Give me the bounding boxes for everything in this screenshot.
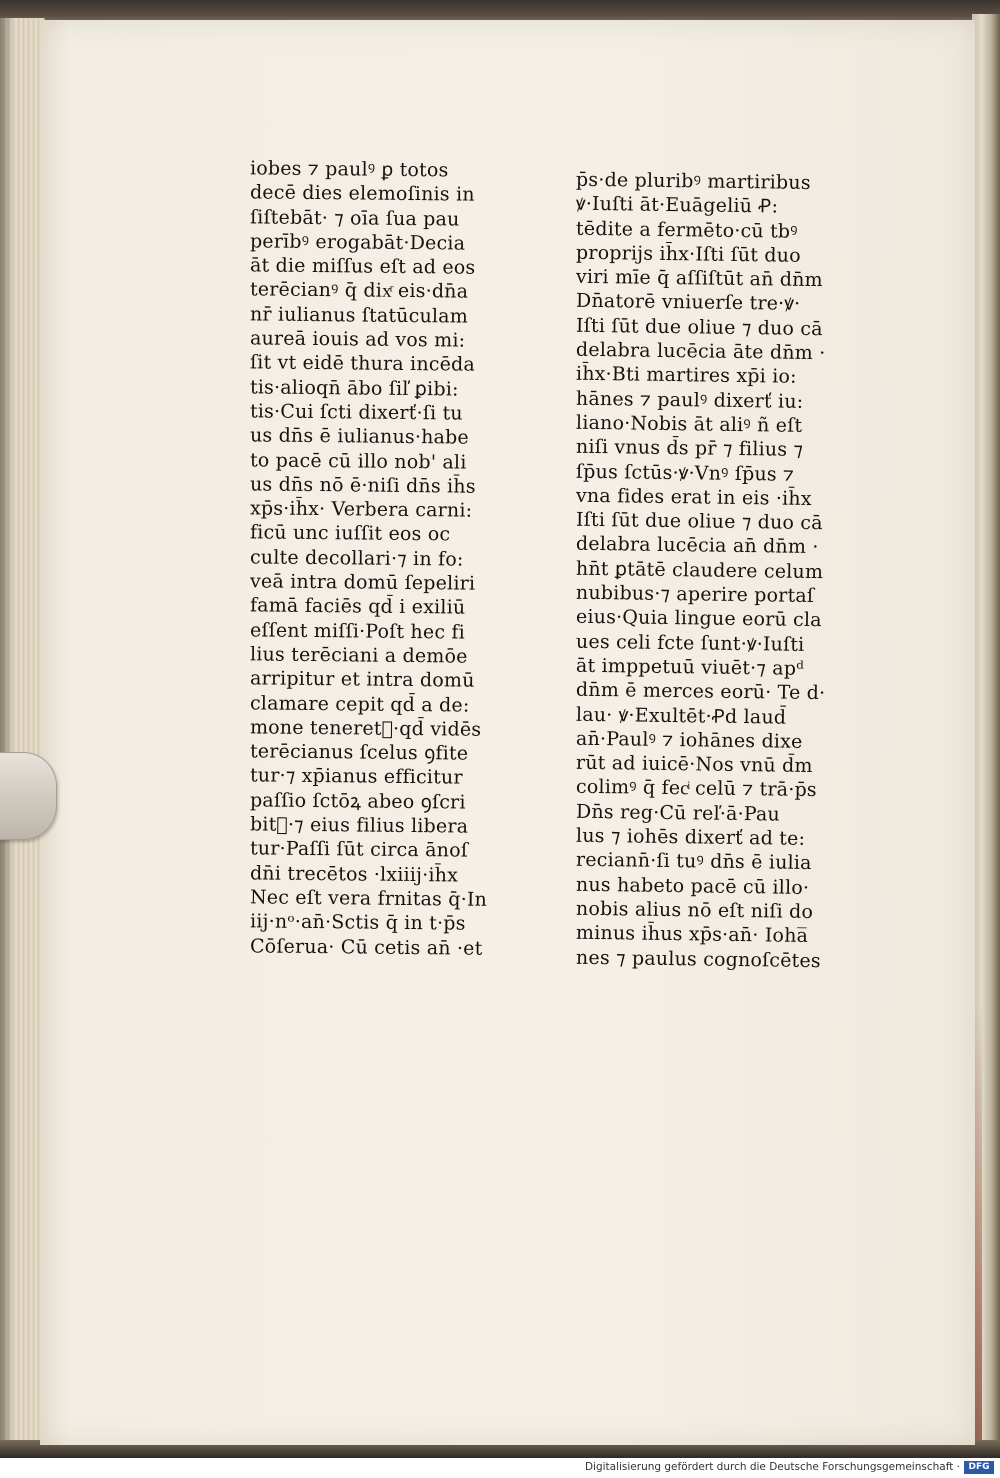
book-edge-stain [974,1000,982,1450]
text-column-right [576,170,906,972]
text-line: an̄·Paulꝰ ⁊ iohānes dixe [575,727,803,753]
text-line: rūt ad iuicē·Nos vnū d̄m [575,751,813,778]
text-line: ſp̄us ſctūs·ꝟ·Vnꝰ ſp̄us ⁊ [575,460,795,486]
text-line: ꝟ·Iuſti āt·Euāgeliū Ꝓ: [575,192,779,218]
text-line: tur·⁊ xp̄ianus efficitur [249,764,463,789]
text-column-left [250,158,570,960]
page-block-shadow [0,18,14,1448]
text-line: tur·Paſſi ſūt circa ānoſ [249,837,469,862]
text-line: eſſent miſſi·Poſt hec fi [249,618,466,644]
text-line: mone teneretᷣ·qd̄ vidēs [249,716,482,741]
text-line: us dn̄s nō ē·niſi dn̄s ih̄s [249,473,476,498]
text-line: ſit vt eidē thura incēda [249,351,476,377]
text-line: nubibus·⁊ aperire portaſ [575,581,815,608]
text-line: famā faciēs qd̄ i exiliū [249,594,466,619]
funding-credit: Digitalisierung gefördert durch die Deutsche Forschungsgemeinschaft · [584,1461,960,1473]
text-line: nobis alius nō eſt niſi do [575,897,814,923]
text-line: dn̄i trecētos ·lxiiij·ih̄x [249,861,459,887]
text-line: culte decollari·⁊ in fo: [249,546,464,571]
text-line: nes ⁊ paulus cognoſcētes [575,946,822,972]
text-line: proprijs ih̄x·Iſti ſūt duo [575,241,801,267]
text-line: iij·nᵒ·an̄·Sctis q̄ in t·p̄s [249,910,466,935]
text-line: hānes ⁊ paulꝰ dixerť iu: [575,387,804,413]
text-line: ficū unc iuſſit eos oc [249,521,451,546]
text-line: āt die miſſus eſt ad eos [249,254,476,279]
text-line: Iſti ſūt due oliue ⁊ duo cā [575,314,823,340]
text-line: paſſio ſctōꝝ abeo ꝯſcri [249,789,466,814]
text-line: iobes ⁊ paulꝰ ꝑ totos [249,157,449,182]
text-line: Iſti ſūt due oliue ⁊ duo cā [575,508,823,535]
text-line: lau· ꝟ·Exultēt·Ꝓd laud̄ [575,703,787,729]
text-line: colimꝰ q̄ fecͥ celū ⁊ trā·p̄s [575,776,817,802]
text-line: minus ih̄us xp̄s·an̄· Ioha̅ [575,921,809,948]
text-line: Dn̄s reg·Cū reľ·ā·Pau [575,800,781,826]
text-line: delabra lucēcia an̄ dn̄m · [575,533,819,559]
text-line: bitᷣ·⁊ eius filius libera [249,813,469,838]
text-line: Cōſerua· Cū cetis an̄ ·et [249,934,483,960]
text-line: dn̄m ē merces eorū· Te d· [575,678,826,705]
text-line: reciann̄·ſi tuꝰ dn̄s ē iulia [575,849,812,875]
text-line: arripitur et intra domū [249,667,475,692]
text-line: ues celi fcte ſunt·ꝟ·Iuſti [575,630,805,656]
text-line: delabra lucēcia āte dn̄m · [575,338,826,365]
text-line: nus habeto pacē cū illo· [575,873,810,899]
text-line: lus ⁊ iohēs dixerť ad te: [575,824,806,850]
dfg-logo: DFG [964,1461,994,1474]
text-line: tis·alioqn̄ ābo ſiľ ꝑibi: [249,375,459,401]
text-line: perībꝰ erogabāt·Decia [249,230,466,255]
text-line: liano·Nobis āt aliꝰ ñ eſt [575,411,803,437]
text-line: to pacē cū illo nob' ali [249,448,467,474]
text-line: xp̄s·ih̄x· Verbera carni: [249,497,473,522]
text-line: vna fides erat in eis ·ih̄x [575,484,812,510]
text-line: ih̄x·Bti martires xp̄i io: [575,363,797,389]
text-line: tis·Cui ſcti dixerť·ſi tu [249,400,463,425]
text-line: niſi vnus d̄s pr̄ ⁊ filius ⁊ [575,435,804,462]
text-line: veā intra domū ſepeliri [249,570,476,595]
text-line: eius·Quia lingue eorū cla [575,606,822,632]
text-line: Nec eſt vera frnitas q̄·In [249,886,488,911]
book-clasp [0,752,57,840]
text-line: clamare cepit qd̄ a de: [249,691,470,717]
text-line: terēcianus ſcelus ꝯfite [249,740,469,765]
text-line: viri mīe q̄ aſſiſtūt an̄ dn̄m [575,265,824,292]
text-line: aureā iouis ad vos mi: [249,327,466,352]
text-line: hn̄t ꝑtātē claudere celum [575,557,824,583]
text-line: Dn̄atorē vniuerſe tre·ꝟ· [575,290,801,316]
text-line: lius terēciani a demōe [249,643,468,668]
text-line: nr̄ iulianus ſtatūculam [249,303,469,328]
text-line: us dn̄s ē iulianus·habe [249,424,470,449]
text-line: āt imppetuū viuēt·⁊ apᵈ [575,654,805,680]
footer-bar [0,1458,1000,1478]
text-line: decē dies elemoſinis in [249,181,475,206]
text-line: terēcianꝰ q̄ dixͬ eis·dn̄a [249,278,469,304]
text-line: p̄s·de pluribꝰ martiribus [575,168,811,194]
text-line: ſiſtebāt· ⁊ oīa ſua pau [249,205,460,231]
text-line: tēdite a fermēto·cū tbꝰ [575,217,798,243]
